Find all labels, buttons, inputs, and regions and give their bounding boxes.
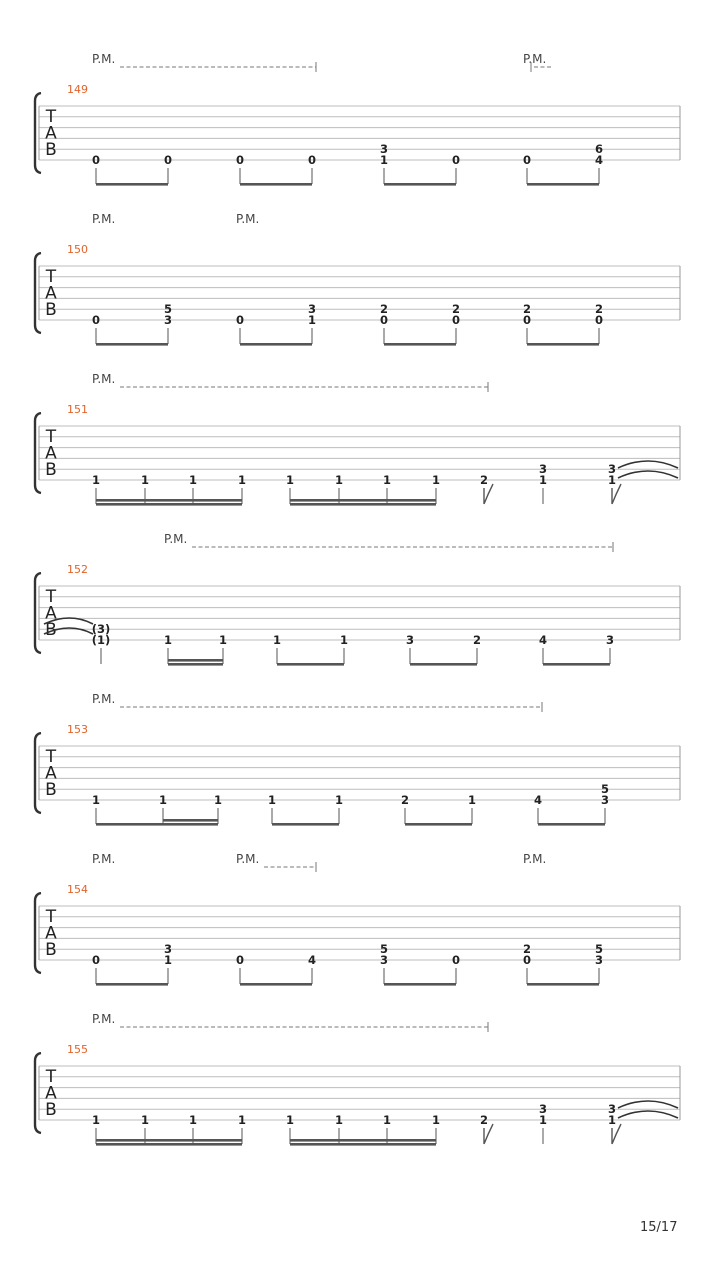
note-beam xyxy=(168,663,223,666)
note-beam xyxy=(277,663,344,666)
tab-letter-b: B xyxy=(45,460,57,480)
note-beam xyxy=(96,1143,242,1146)
note-beam xyxy=(96,343,168,346)
measure-number: 153 xyxy=(67,723,88,736)
tab-system-149 xyxy=(35,52,680,186)
fret-number: 4 xyxy=(533,793,543,807)
fret-number: (1) xyxy=(91,633,111,647)
note-flag xyxy=(612,484,621,504)
tab-letter-t: T xyxy=(45,587,57,607)
fret-number: 6 xyxy=(594,142,604,156)
fret-number: 0 xyxy=(235,953,245,967)
fret-number: 1 xyxy=(334,793,344,807)
note-beam xyxy=(96,499,242,502)
fret-number: 3 xyxy=(607,462,617,476)
note-beam xyxy=(96,503,242,506)
fret-number: 1 xyxy=(237,1113,247,1127)
fret-number: 1 xyxy=(213,793,223,807)
palm-mute-label: P.M. xyxy=(523,52,547,66)
fret-number: 0 xyxy=(235,313,245,327)
fret-number: 1 xyxy=(339,633,349,647)
fret-number: 1 xyxy=(538,473,548,487)
fret-number: 1 xyxy=(467,793,477,807)
fret-number: 3 xyxy=(163,313,173,327)
fret-number: 1 xyxy=(382,1113,392,1127)
fret-number: 5 xyxy=(594,942,604,956)
tab-letter-b: B xyxy=(45,1100,57,1120)
fret-number: 0 xyxy=(235,153,245,167)
tie-arc xyxy=(618,1111,678,1118)
tab-letter-a: A xyxy=(45,443,57,464)
fret-number: 1 xyxy=(431,473,441,487)
tab-system-152 xyxy=(35,532,680,666)
note-sub-beam xyxy=(168,659,223,662)
fret-number: 1 xyxy=(91,1113,101,1127)
note-beam xyxy=(538,823,605,826)
fret-number: 3 xyxy=(538,462,548,476)
fret-number: 3 xyxy=(594,953,604,967)
tie-arc xyxy=(618,461,678,468)
note-beam xyxy=(272,823,339,826)
tab-letter-a: A xyxy=(45,283,57,304)
fret-number: 0 xyxy=(91,313,101,327)
fret-number: 0 xyxy=(522,953,532,967)
fret-number: 2 xyxy=(472,633,482,647)
fret-number: 0 xyxy=(379,313,389,327)
fret-number: 0 xyxy=(307,153,317,167)
tab-system-153 xyxy=(35,692,680,826)
fret-number: 4 xyxy=(538,633,548,647)
fret-number: 1 xyxy=(285,473,295,487)
fret-number: 1 xyxy=(188,1113,198,1127)
measure-number: 154 xyxy=(67,883,88,896)
fret-number: 2 xyxy=(479,473,489,487)
fret-number: 1 xyxy=(91,473,101,487)
fret-number: 2 xyxy=(479,1113,489,1127)
system-bracket xyxy=(35,93,41,173)
palm-mute-label: P.M. xyxy=(92,372,116,386)
note-beam xyxy=(290,1139,436,1142)
palm-mute-label: P.M. xyxy=(523,852,547,866)
note-beam xyxy=(96,983,168,986)
measure-number: 152 xyxy=(67,563,88,576)
note-beam xyxy=(543,663,610,666)
fret-number: 0 xyxy=(163,153,173,167)
system-bracket xyxy=(35,893,41,973)
tab-system-151 xyxy=(35,372,680,506)
fret-number: 0 xyxy=(451,153,461,167)
tab-letter-a: A xyxy=(45,123,57,144)
tie-arc xyxy=(618,1101,678,1108)
tab-letter-a: A xyxy=(45,1083,57,1104)
fret-number: 1 xyxy=(431,1113,441,1127)
fret-number: 2 xyxy=(522,302,532,316)
fret-number: 1 xyxy=(334,473,344,487)
fret-number: 0 xyxy=(91,953,101,967)
fret-number: 3 xyxy=(538,1102,548,1116)
fret-number: (3) xyxy=(91,622,111,636)
fret-number: 1 xyxy=(218,633,228,647)
fret-number: 0 xyxy=(522,153,532,167)
measure-number: 150 xyxy=(67,243,88,256)
tab-letter-t: T xyxy=(45,1067,57,1087)
page-number: 15/17 xyxy=(640,1220,678,1235)
note-beam xyxy=(240,983,312,986)
fret-number: 1 xyxy=(158,793,168,807)
fret-number: 3 xyxy=(307,302,317,316)
fret-number: 1 xyxy=(237,473,247,487)
tab-letter-t: T xyxy=(45,107,57,127)
tab-system-155 xyxy=(35,1012,680,1146)
note-flag xyxy=(612,1124,621,1144)
note-beam xyxy=(527,183,599,186)
fret-number: 4 xyxy=(307,953,317,967)
fret-number: 2 xyxy=(400,793,410,807)
fret-number: 1 xyxy=(607,473,617,487)
measure-number: 149 xyxy=(67,83,88,96)
palm-mute-label: P.M. xyxy=(92,212,116,226)
note-beam xyxy=(384,983,456,986)
system-bracket xyxy=(35,253,41,333)
fret-number: 1 xyxy=(379,153,389,167)
fret-number: 1 xyxy=(334,1113,344,1127)
fret-number: 1 xyxy=(140,1113,150,1127)
fret-number: 1 xyxy=(607,1113,617,1127)
system-bracket xyxy=(35,1053,41,1133)
fret-number: 2 xyxy=(451,302,461,316)
note-beam xyxy=(527,343,599,346)
tab-letter-a: A xyxy=(45,763,57,784)
fret-number: 3 xyxy=(605,633,615,647)
tab-letter-b: B xyxy=(45,300,57,320)
fret-number: 3 xyxy=(379,142,389,156)
fret-number: 3 xyxy=(600,793,610,807)
note-beam xyxy=(240,183,312,186)
palm-mute-label: P.M. xyxy=(164,532,188,546)
fret-number: 1 xyxy=(267,793,277,807)
fret-number: 1 xyxy=(285,1113,295,1127)
fret-number: 1 xyxy=(140,473,150,487)
palm-mute-label: P.M. xyxy=(92,52,116,66)
fret-number: 1 xyxy=(188,473,198,487)
note-flag xyxy=(484,1124,493,1144)
note-beam xyxy=(240,343,312,346)
fret-number: 3 xyxy=(163,942,173,956)
note-beam xyxy=(410,663,477,666)
note-beam xyxy=(384,183,456,186)
system-bracket xyxy=(35,733,41,813)
note-beam xyxy=(405,823,472,826)
tab-letter-t: T xyxy=(45,267,57,287)
palm-mute-label: P.M. xyxy=(92,1012,116,1026)
palm-mute-label: P.M. xyxy=(236,852,260,866)
note-flag xyxy=(484,484,493,504)
fret-number: 5 xyxy=(379,942,389,956)
fret-number: 0 xyxy=(522,313,532,327)
tab-letter-t: T xyxy=(45,427,57,447)
tab-letter-t: T xyxy=(45,747,57,767)
fret-number: 3 xyxy=(405,633,415,647)
note-beam xyxy=(96,823,218,826)
fret-number: 1 xyxy=(538,1113,548,1127)
fret-number: 2 xyxy=(522,942,532,956)
tab-letter-t: T xyxy=(45,907,57,927)
tab-system-154 xyxy=(35,852,680,986)
tab-letter-b: B xyxy=(45,940,57,960)
system-bracket xyxy=(35,573,41,653)
note-beam xyxy=(96,183,168,186)
fret-number: 3 xyxy=(379,953,389,967)
tab-letter-a: A xyxy=(45,603,57,624)
note-sub-beam xyxy=(163,819,218,822)
note-beam xyxy=(384,343,456,346)
measure-number: 151 xyxy=(67,403,88,416)
tab-letter-b: B xyxy=(45,140,57,160)
fret-number: 2 xyxy=(379,302,389,316)
fret-number: 0 xyxy=(594,313,604,327)
fret-number: 0 xyxy=(451,313,461,327)
fret-number: 0 xyxy=(91,153,101,167)
fret-number: 2 xyxy=(594,302,604,316)
palm-mute-label: P.M. xyxy=(92,852,116,866)
fret-number: 0 xyxy=(451,953,461,967)
fret-number: 1 xyxy=(163,633,173,647)
fret-number: 5 xyxy=(600,782,610,796)
note-beam xyxy=(290,499,436,502)
note-beam xyxy=(527,983,599,986)
measure-number: 155 xyxy=(67,1043,88,1056)
tie-arc xyxy=(618,471,678,478)
fret-number: 1 xyxy=(382,473,392,487)
fret-number: 5 xyxy=(163,302,173,316)
note-beam xyxy=(290,1143,436,1146)
note-beam xyxy=(290,503,436,506)
fret-number: 1 xyxy=(272,633,282,647)
fret-number: 1 xyxy=(163,953,173,967)
tab-system-150 xyxy=(35,212,680,346)
tab-letter-b: B xyxy=(45,780,57,800)
tab-letter-b: B xyxy=(45,620,57,640)
fret-number: 1 xyxy=(91,793,101,807)
fret-number: 1 xyxy=(307,313,317,327)
fret-number: 3 xyxy=(607,1102,617,1116)
tab-letter-a: A xyxy=(45,923,57,944)
system-bracket xyxy=(35,413,41,493)
note-beam xyxy=(96,1139,242,1142)
palm-mute-label: P.M. xyxy=(236,212,260,226)
fret-number: 4 xyxy=(594,153,604,167)
palm-mute-label: P.M. xyxy=(92,692,116,706)
